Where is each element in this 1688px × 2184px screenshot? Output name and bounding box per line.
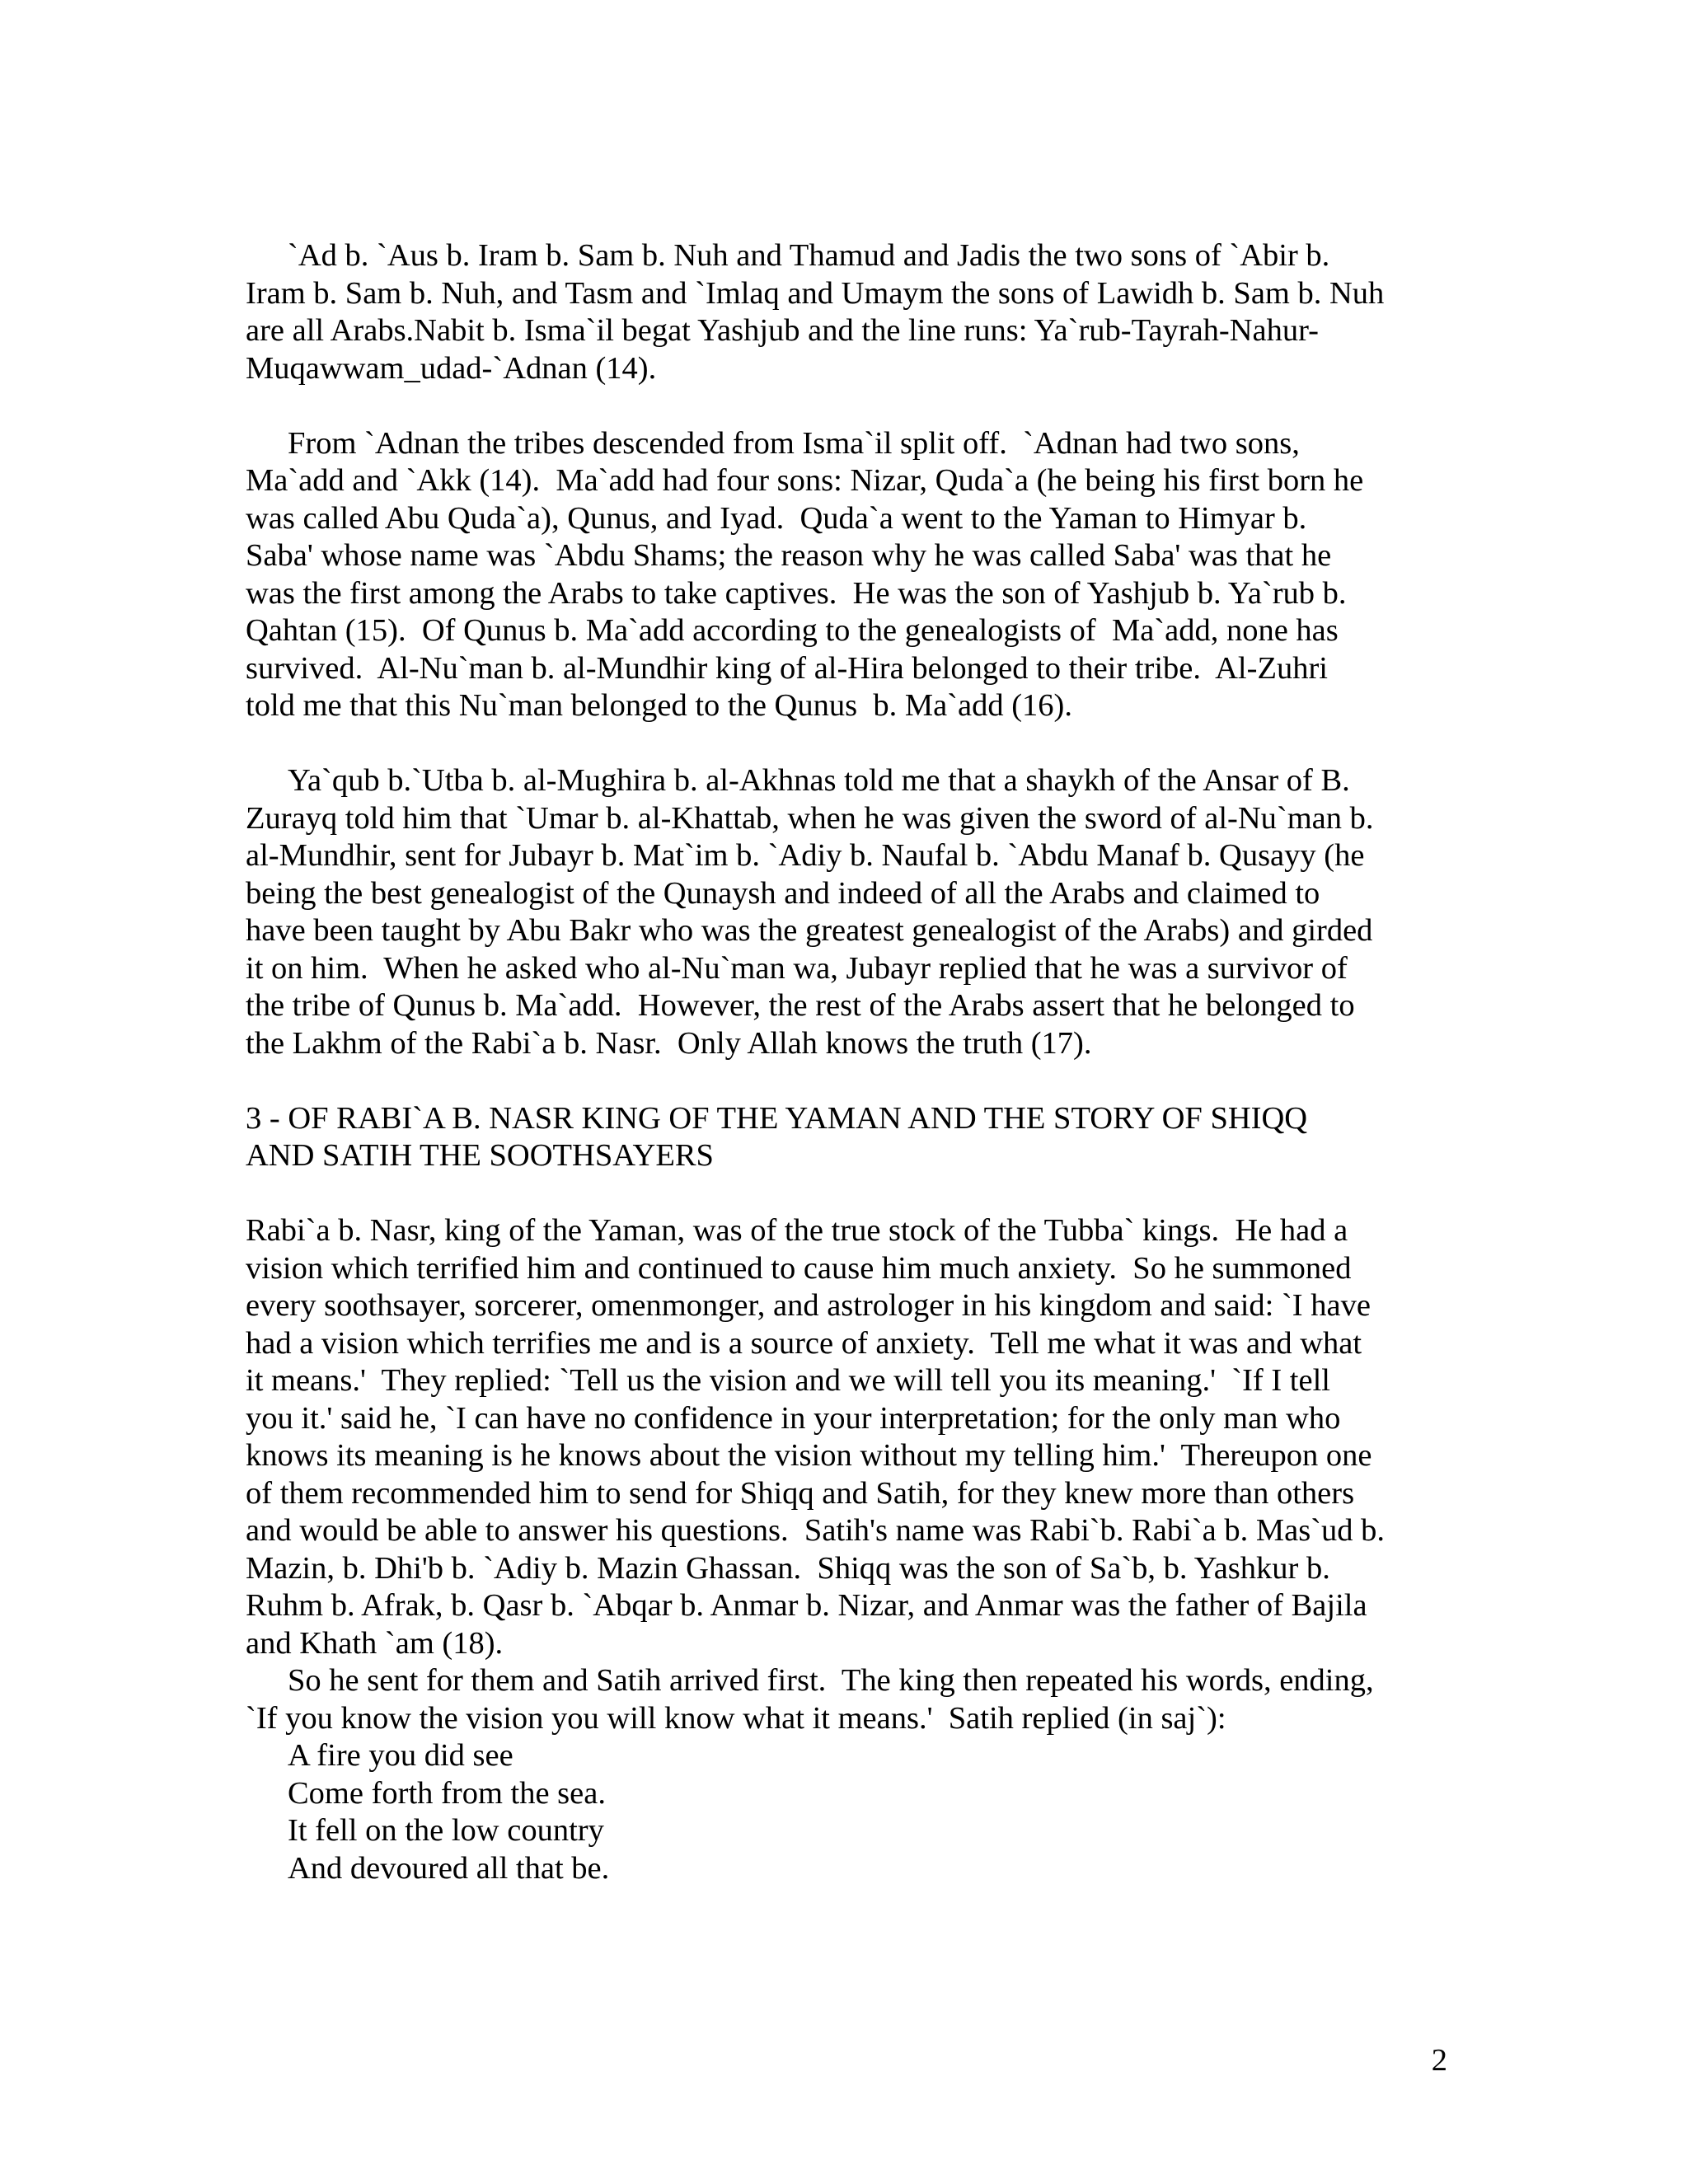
verse-line: Come forth from the sea.	[288, 1775, 606, 1811]
verse-line: A fire you did see	[288, 1738, 513, 1773]
text-line: Rabi`a b. Nasr, king of the Yaman, was of the true stock of the Tubba` kings. He had a	[246, 1213, 1348, 1248]
section-heading	[246, 1100, 1449, 1175]
text-line: have been taught by Abu Bakr who was the greatest genealogist of the Arabs) and girded	[246, 913, 1373, 948]
text-line: al-Mundhir, sent for Jubayr b. Mat`im b. `Adiy b. Naufal b. `Abdu Manaf b. Qusayy (he	[246, 838, 1365, 873]
text-line: knows its meaning is he knows about the vision without my telling him.' Thereupon one	[246, 1438, 1372, 1473]
verse-block	[246, 1737, 1449, 1887]
paragraph-rabia-vision	[246, 1212, 1449, 1662]
text-line: was called Abu Quda`a), Qunus, and Iyad. Quda`a went to the Yaman to Himyar b.	[246, 500, 1307, 536]
heading-line: 3 - OF RABI`A B. NASR KING OF THE YAMAN AND THE STORY OF SHIQQ	[246, 1100, 1308, 1136]
text-line: and would be able to answer his questions. Satih's name was Rabi`b. Rabi`a b. Mas`ud b.	[246, 1513, 1385, 1548]
text-line: Ruhm b. Afrak, b. Qasr b. `Abqar b. Anmar b. Nizar, and Anmar was the father of Bajila	[246, 1588, 1367, 1623]
text-line: every soothsayer, sorcerer, omenmonger, and astrologer in his kingdom and said: `I have	[246, 1288, 1371, 1323]
text-line: vision which terrified him and continued to cause him much anxiety. So he summoned	[246, 1250, 1352, 1286]
text-line: being the best genealogist of the Qunaysh and indeed of all the Arabs and claimed to	[246, 875, 1320, 911]
text-line: it on him. When he asked who al-Nu`man wa, Jubayr replied that he was a survivor of	[246, 950, 1348, 986]
verse-line: And devoured all that be.	[288, 1850, 610, 1886]
paragraph-satih-arrives	[246, 1662, 1449, 1737]
text-line: and Khath `am (18).	[246, 1625, 504, 1661]
text-line: From `Adnan the tribes descended from Isma`il split off. `Adnan had two sons,	[288, 425, 1300, 461]
text-line: was the first among the Arabs to take captives. He was the son of Yashjub b. Ya`rub b.	[246, 575, 1347, 611]
text-line: it means.' They replied: `Tell us the vision and we will tell you its meaning.' `If I tell	[246, 1363, 1330, 1398]
paragraph-adnan-tribes	[246, 425, 1449, 725]
text-line: Ya`qub b.`Utba b. al-Mughira b. al-Akhnas told me that a shaykh of the Ansar of B.	[288, 763, 1350, 798]
page-body	[246, 237, 1449, 1887]
text-line: the tribe of Qunus b. Ma`add. However, the rest of the Arabs assert that he belonged to	[246, 988, 1355, 1023]
paragraph-sword-of-numan	[246, 762, 1449, 1062]
text-line: Mazin, b. Dhi'b b. `Adiy b. Mazin Ghassan. Shiqq was the son of Sa`b, b. Yashkur b.	[246, 1550, 1330, 1586]
text-line: told me that this Nu`man belonged to the Qunus b. Ma`add (16).	[246, 688, 1072, 723]
text-line: Zurayq told him that `Umar b. al-Khattab, when he was given the sword of al-Nu`man b.	[246, 800, 1374, 836]
text-line: Saba' whose name was `Abdu Shams; the reason why he was called Saba' was that he	[246, 538, 1332, 573]
verse-line: It fell on the low country	[288, 1813, 604, 1848]
text-line: `Ad b. `Aus b. Iram b. Sam b. Nuh and Thamud and Jadis the two sons of `Abir b.	[288, 238, 1330, 273]
text-line: `If you know the vision you will know what it means.' Satih replied (in saj`):	[246, 1700, 1226, 1736]
text-line: had a vision which terrifies me and is a source of anxiety. Tell me what it was and what	[246, 1325, 1362, 1361]
text-line: Ma`add and `Akk (14). Ma`add had four sons: Nizar, Quda`a (he being his first born he	[246, 463, 1364, 498]
page-number: 2	[1431, 2043, 1447, 2078]
text-line: Qahtan (15). Of Qunus b. Ma`add according to the genealogists of Ma`add, none has	[246, 613, 1339, 648]
text-line: you it.' said he, `I can have no confidence in your interpretation; for the only man who	[246, 1400, 1341, 1436]
text-line: Iram b. Sam b. Nuh, and Tasm and `Imlaq and Umaym the sons of Lawidh b. Sam b. Nuh	[246, 275, 1385, 311]
text-line: of them recommended him to send for Shiqq and Satih, for they knew more than others	[246, 1475, 1355, 1511]
text-line: Muqawwam_udad-`Adnan (14).	[246, 350, 657, 386]
text-line: survived. Al-Nu`man b. al-Mundhir king of al-Hira belonged to their tribe. Al-Zuhri	[246, 650, 1328, 686]
text-line: So he sent for them and Satih arrived first. The king then repeated his words, ending,	[288, 1663, 1374, 1698]
heading-line: AND SATIH THE SOOTHSAYERS	[246, 1138, 714, 1173]
text-line: the Lakhm of the Rabi`a b. Nasr. Only Allah knows the truth (17).	[246, 1025, 1092, 1061]
text-line: are all Arabs.Nabit b. Isma`il begat Yashjub and the line runs: Ya`rub-Tayrah-Nahur-	[246, 313, 1320, 348]
paragraph-genealogy-arabs	[246, 237, 1449, 387]
